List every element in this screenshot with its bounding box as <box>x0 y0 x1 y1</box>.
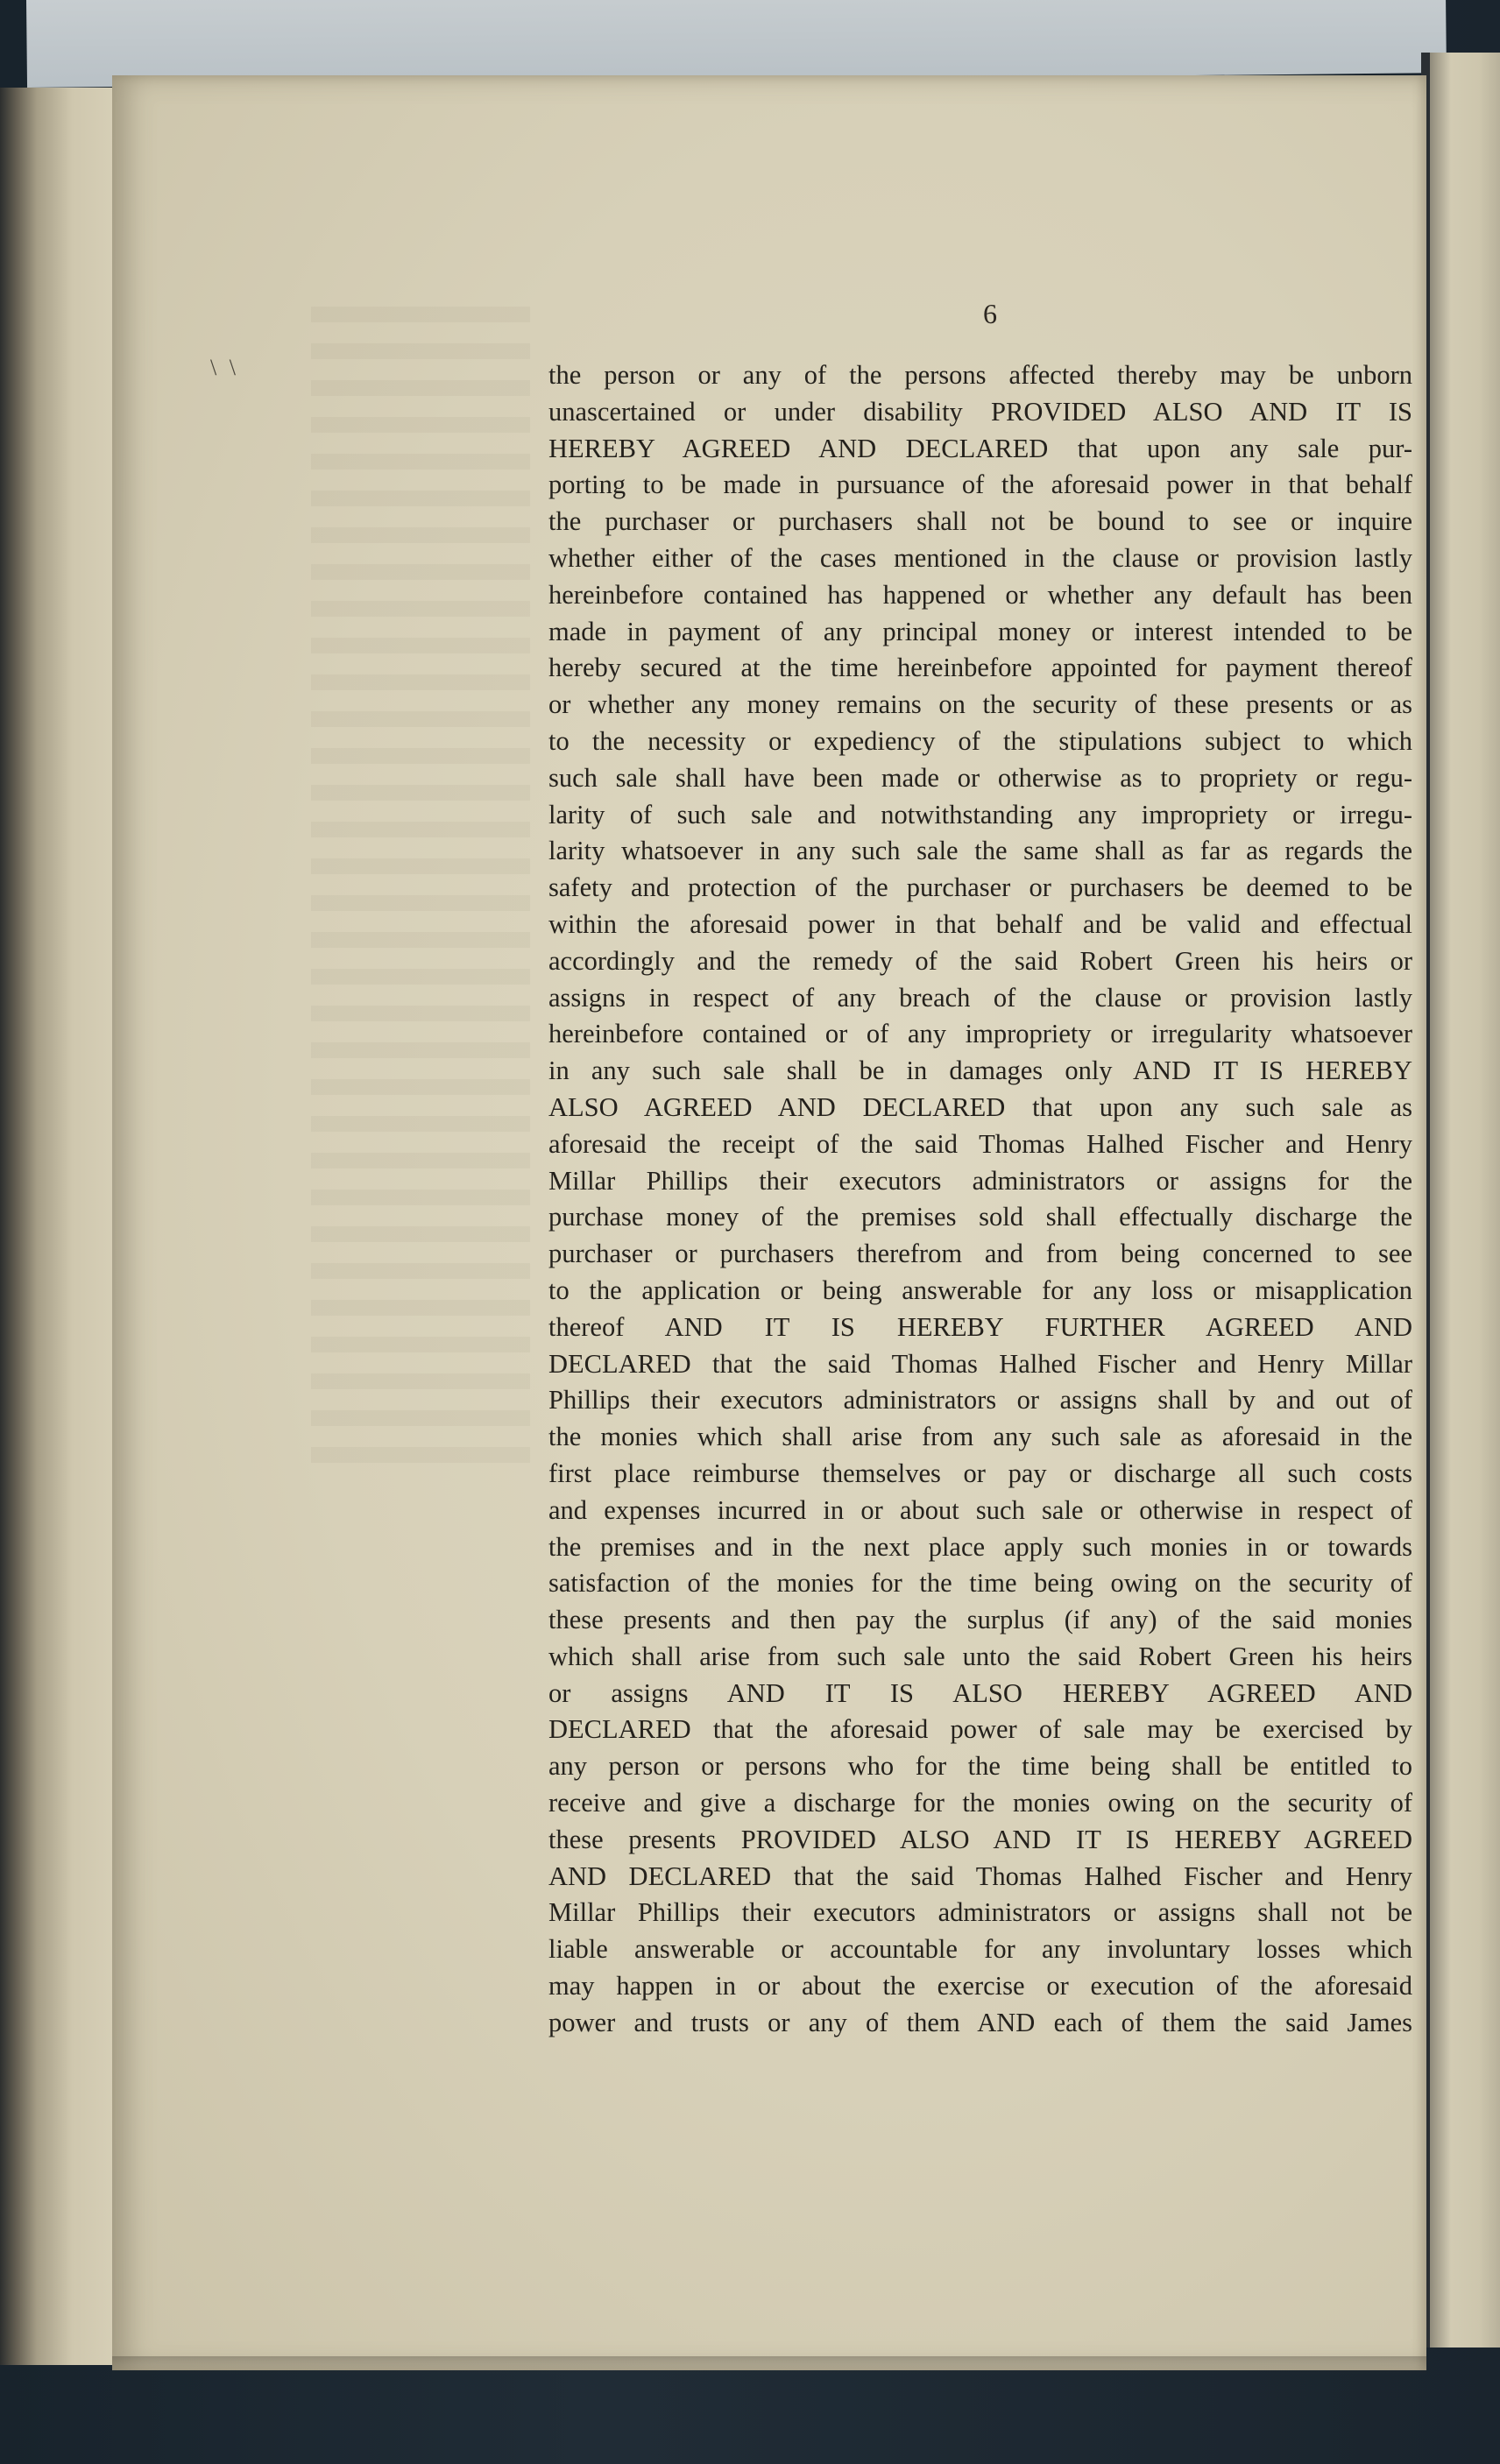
text-line: Phillips their executors administrators or assigns shall by and out of <box>548 1385 1412 1416</box>
top-paper-strip <box>26 0 1447 88</box>
text-line: larity whatsoever in any such sale the same shall as far as regards the <box>548 836 1412 866</box>
text-line: Millar Phillips their executors administrators or assigns shall not be <box>548 1897 1412 1928</box>
text-line: assigns in respect of any breach of the clause or provision lastly <box>548 982 1412 1013</box>
text-line: made in payment of any principal money or interest intended to be <box>548 616 1412 646</box>
text-line: such sale shall have been made or otherwise as to propriety or regu- <box>548 762 1412 793</box>
text-line: hereinbefore contained or of any impropriety or irregularity whatsoever <box>548 1019 1412 1049</box>
text-line: receive and give a discharge for the monies owing on the security of <box>548 1788 1412 1818</box>
page-bottom-shadow <box>112 2356 1426 2374</box>
margin-mark: \ \ <box>210 355 239 380</box>
text-line: AND DECLARED that the said Thomas Halhed Fischer and Henry <box>548 1860 1412 1891</box>
text-line: purchaser or purchasers therefrom and from being concerned to see <box>548 1239 1412 1269</box>
text-line: safety and protection of the purchaser or purchasers be deemed to be <box>548 872 1412 903</box>
text-line: larity of such sale and notwithstanding any impropriety or irregu- <box>548 799 1412 830</box>
text-line: porting to be made in pursuance of the aforesaid power in that behalf <box>548 470 1412 500</box>
text-line: the person or any of the persons affected thereby may be unborn <box>548 360 1412 390</box>
text-line: which shall arise from such sale unto the said Robert Green his heirs <box>548 1641 1412 1671</box>
body-text <box>548 357 1412 2042</box>
text-line: thereof AND IT IS HEREBY FURTHER AGREED AND <box>548 1311 1412 1342</box>
text-line: within the aforesaid power in that behalf and be valid and effectual <box>548 908 1412 939</box>
text-line: purchase money of the premises sold shall effectually discharge the <box>548 1202 1412 1232</box>
text-line: these presents PROVIDED ALSO AND IT IS HEREBY AGREED <box>548 1824 1412 1854</box>
text-line: in any such sale shall be in damages only AND IT IS HEREBY <box>548 1055 1412 1086</box>
bleed-through-text <box>311 307 530 1463</box>
text-line: may happen in or about the exercise or execution of the aforesaid <box>548 1971 1412 2002</box>
text-line: DECLARED that the aforesaid power of sale may be exercised by <box>548 1714 1412 1745</box>
page-number: 6 <box>983 298 997 329</box>
text-line: accordingly and the remedy of the said Robert Green his heirs or <box>548 945 1412 976</box>
text-line: hereby secured at the time hereinbefore appointed for payment thereof <box>548 653 1412 683</box>
text-line: any person or persons who for the time being shall be entitled to <box>548 1751 1412 1782</box>
text-line: hereinbefore contained has happened or whether any default has been <box>548 579 1412 610</box>
text-line: satisfaction of the monies for the time being owing on the security of <box>548 1568 1412 1599</box>
text-line: or assigns AND IT IS ALSO HEREBY AGREED AND <box>548 1677 1412 1708</box>
text-line: first place reimburse themselves or pay or discharge all such costs <box>548 1458 1412 1488</box>
right-page-edge <box>1430 53 1500 2348</box>
text-line: the purchaser or purchasers shall not be bound to see or inquire <box>548 506 1412 537</box>
text-line: or whether any money remains on the security of these presents or as <box>548 689 1412 720</box>
text-line: the monies which shall arise from any such sale as aforesaid in the <box>548 1422 1412 1452</box>
text-line: liable answerable or accountable for any involuntary losses which <box>548 1934 1412 1965</box>
text-line: whether either of the cases mentioned in the clause or provision lastly <box>548 542 1412 573</box>
text-line: aforesaid the receipt of the said Thomas Halhed Fischer and Henry <box>548 1128 1412 1159</box>
text-line: ALSO AGREED AND DECLARED that upon any such sale as <box>548 1091 1412 1122</box>
text-line: and expenses incurred in or about such sale or otherwise in respect of <box>548 1494 1412 1525</box>
text-line: to the necessity or expediency of the stipulations subject to which <box>548 725 1412 756</box>
text-line: DECLARED that the said Thomas Halhed Fischer and Henry Millar <box>548 1348 1412 1379</box>
text-line: HEREBY AGREED AND DECLARED that upon any sale pur- <box>548 433 1412 463</box>
text-line: power and trusts or any of them AND each of them the said James <box>548 2007 1412 2037</box>
text-line: to the application or being answerable for any loss or misapplication <box>548 1274 1412 1305</box>
text-line: the premises and in the next place apply such monies in or towards <box>548 1531 1412 1562</box>
text-line: these presents and then pay the surplus (if any) of the said monies <box>548 1605 1412 1635</box>
text-line: Millar Phillips their executors administrators or assigns for the <box>548 1165 1412 1196</box>
text-line: unascertained or under disability PROVIDED ALSO AND IT IS <box>548 396 1412 427</box>
